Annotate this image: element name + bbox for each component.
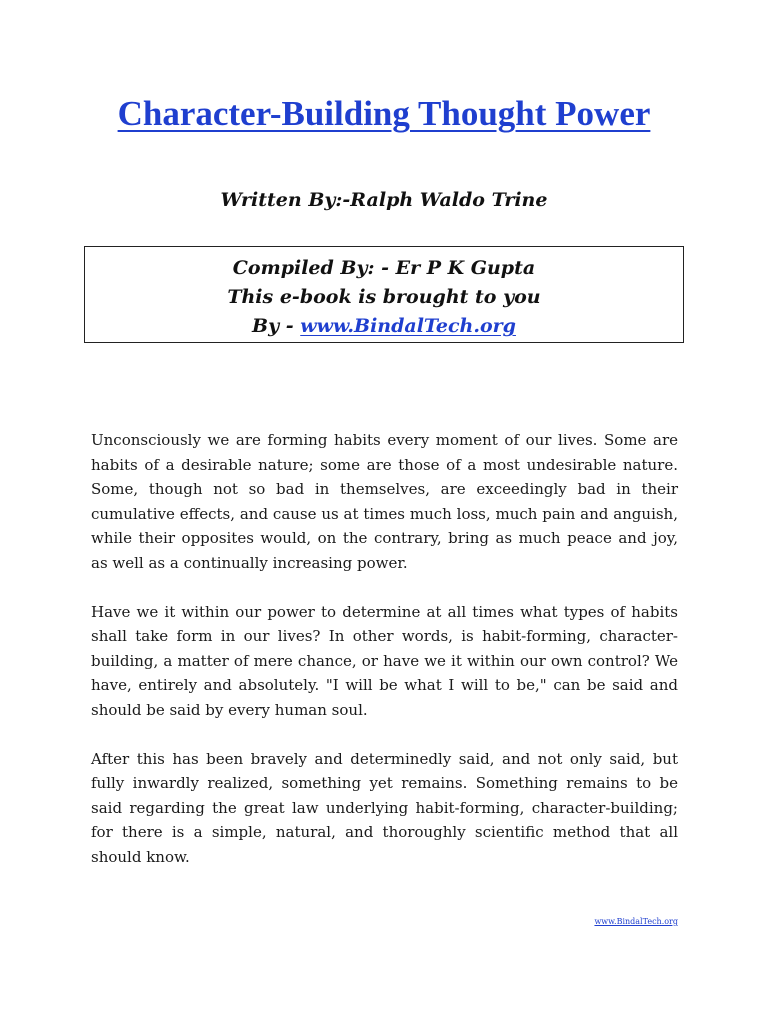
by-prefix: By -	[252, 315, 301, 337]
website-line	[85, 312, 683, 341]
footer-website-link[interactable]: www.BindalTech.org	[594, 917, 678, 926]
body-text	[91, 428, 678, 894]
credits-box	[84, 246, 684, 343]
website-link[interactable]: www.BindalTech.org	[300, 315, 516, 337]
compiled-by-line: Compiled By: - Er P K Gupta	[232, 257, 536, 279]
paragraph-2: Have we it within our power to determine at all times what types of habits shall take form in our lives? In other words, is habit-forming, character-building, a matter of mere chance, or have we it within our own control? We have, entirely and absolutely. "I will be what I will to be," can be said and should be said by every human soul.	[91, 602, 678, 719]
brought-to-you-line: This e-book is brought to you	[227, 286, 541, 308]
paragraph-1: Unconsciously we are forming habits every moment of our lives. Some are habits of a desirable nature; some are those of a most undesirable nature. Some, though not so bad in themselves, are exceedingly bad in their cumulative effects, and cause us at times much loss, much pain and anguish, while their opposites would, on the contrary, bring as much peace and joy, as well as a continually increasing power.	[91, 431, 678, 572]
document-title-link[interactable]: Character-Building Thought Power	[117, 94, 651, 133]
paragraph-3: After this has been bravely and determinedly said, and not only said, but fully inwardly realized, something yet remains. Something remains to be said regarding the great law underlying habit-forming, character-building; for there is a simple, natural, and thoroughly scientific method that all should know.	[91, 749, 678, 866]
author-line: Written By:-Ralph Waldo Trine	[220, 189, 548, 211]
